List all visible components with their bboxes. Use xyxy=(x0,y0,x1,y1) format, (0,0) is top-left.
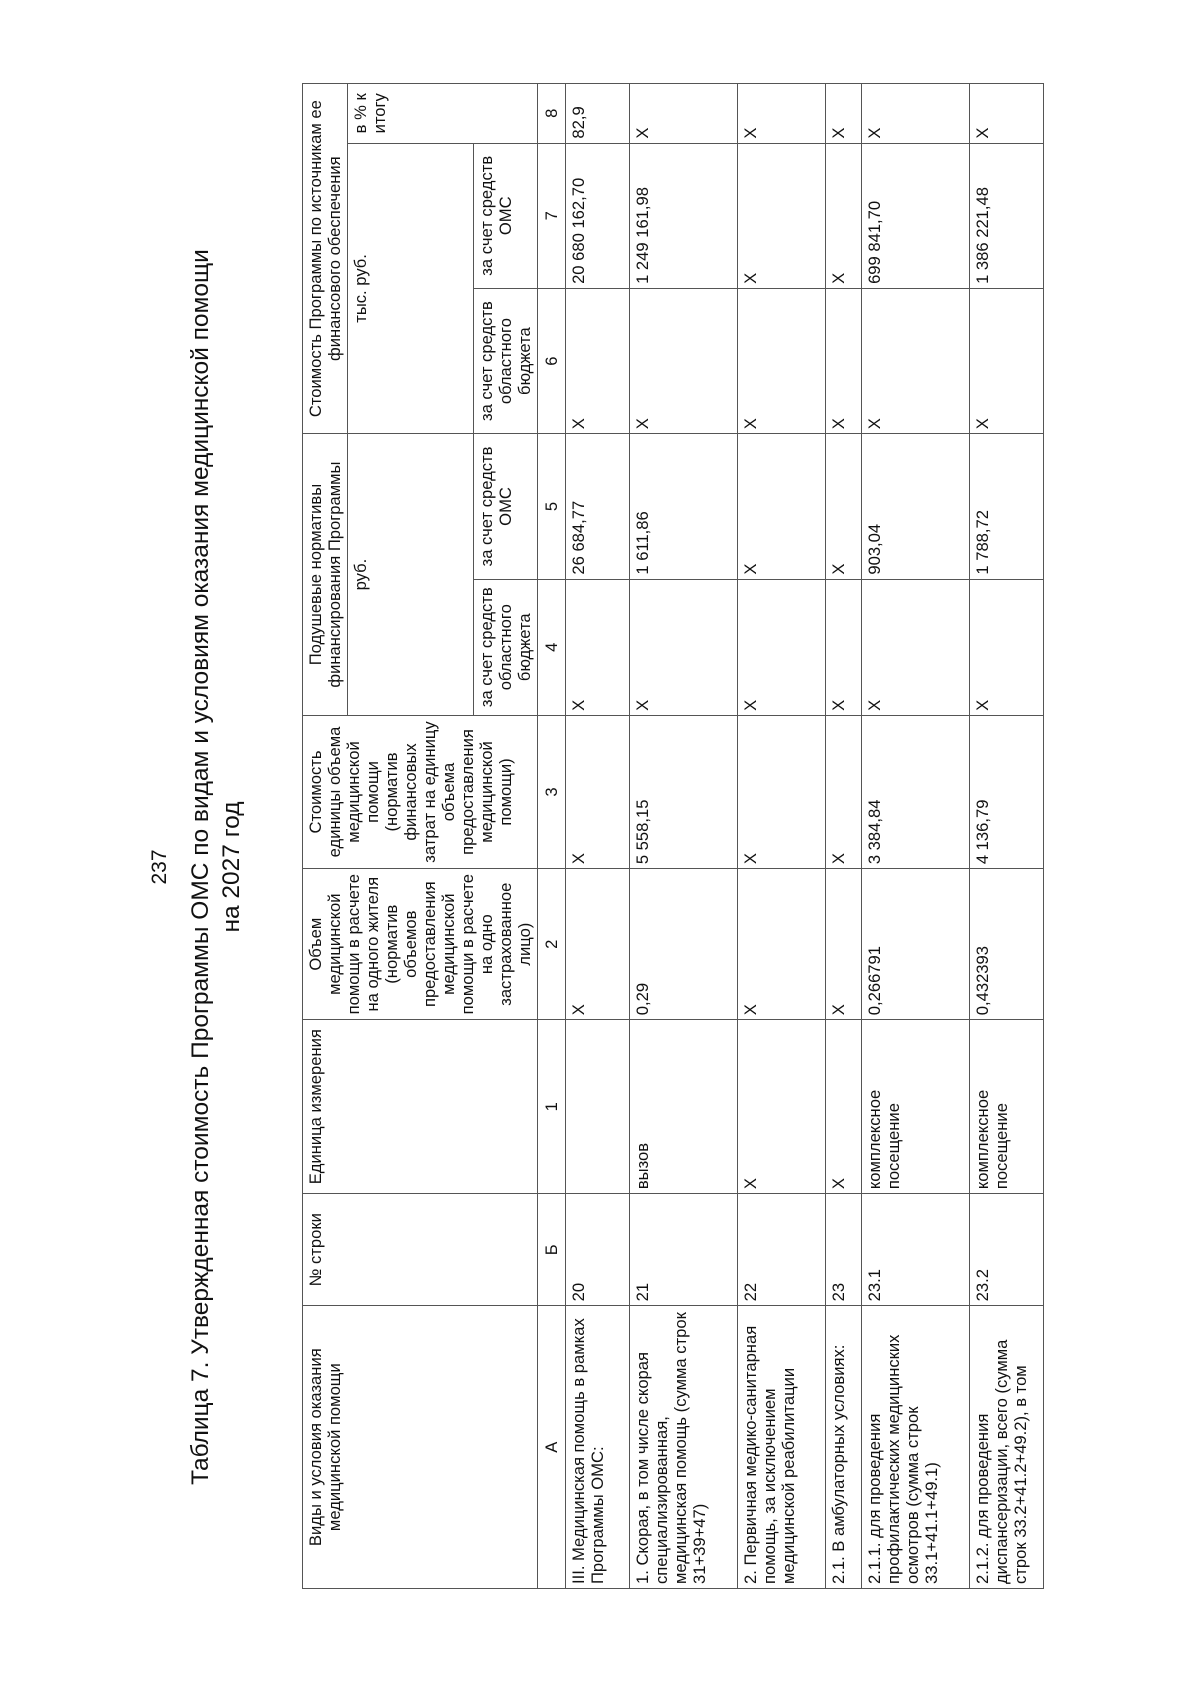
column-index: 2 xyxy=(538,869,566,1020)
header-unit: Единица измерения xyxy=(303,1020,538,1194)
header-volume: Объем медицинской помощи в расчете на одного жителя (норматив объемов предоставления медицинской помощи в расчете на одно застрахованное лицо) xyxy=(303,869,538,1020)
row-unit: комплексное посещение xyxy=(862,1020,970,1194)
row-number: 20 xyxy=(566,1194,630,1306)
row-cost-budget: X xyxy=(630,288,738,433)
row-volume: X xyxy=(826,869,862,1020)
row-volume: X xyxy=(738,869,826,1020)
header-norm-oms: за счет средств ОМС xyxy=(474,434,538,579)
table-row xyxy=(630,84,738,1589)
page-number: 237 xyxy=(148,849,171,885)
row-unit: X xyxy=(826,1020,862,1194)
program-cost-table xyxy=(302,83,1044,1589)
row-number: 22 xyxy=(738,1194,826,1306)
row-name: 2. Первичная медико-санитарная помощь, за исключением медицинской реабилитации xyxy=(738,1306,826,1589)
row-norm-budget: X xyxy=(566,579,630,715)
table-row xyxy=(566,84,630,1589)
header-kinds-of-care: Виды и условия оказания медицинской помощи xyxy=(303,1306,538,1589)
row-name: 1. Скорая, в том числе скорая специализированная, медицинская помощь (сумма строк 31+39+47) xyxy=(630,1306,738,1589)
row-number: 23 xyxy=(826,1194,862,1306)
header-per-capita-normatives: Подушевые нормативы финансирования Программы xyxy=(303,434,348,716)
header-norm-regional-budget: за счет средств областного бюджета xyxy=(474,579,538,715)
row-volume: 0,29 xyxy=(630,869,738,1020)
row-name: 2.1. В амбулаторных условиях: xyxy=(826,1306,862,1589)
row-percent: X xyxy=(738,84,826,144)
row-name: 2.1.2. для проведения диспансеризации, всего (сумма строк 33.2+41.2+49.2), в том xyxy=(970,1306,1044,1589)
row-unit-cost: 4 136,79 xyxy=(970,715,1044,868)
row-number: 23.1 xyxy=(862,1194,970,1306)
row-norm-oms: X xyxy=(826,434,862,579)
table-title-line-1: Таблица 7. Утвержденная стоимость Программы ОМС по видам и условиям оказания медицинской помощи xyxy=(187,249,214,1485)
row-norm-budget: X xyxy=(630,579,738,715)
row-volume: 0,432393 xyxy=(970,869,1044,1020)
row-cost-budget: X xyxy=(862,288,970,433)
row-norm-budget: X xyxy=(970,579,1044,715)
row-percent: X xyxy=(970,84,1044,144)
table-row xyxy=(826,84,862,1589)
table-title-line-2: на 2027 год xyxy=(218,801,245,933)
row-unit: комплексное посещение xyxy=(970,1020,1044,1194)
row-unit-cost: X xyxy=(566,715,630,868)
row-unit: X xyxy=(738,1020,826,1194)
header-unit-thousand-rub: тыс. руб. xyxy=(348,143,474,434)
row-cost-oms: 20 680 162,70 xyxy=(566,143,630,288)
table-row xyxy=(970,84,1044,1589)
row-volume: 0,266791 xyxy=(862,869,970,1020)
row-unit-cost: 5 558,15 xyxy=(630,715,738,868)
row-percent: X xyxy=(630,84,738,144)
column-index: 1 xyxy=(538,1020,566,1194)
row-percent: 82,9 xyxy=(566,84,630,144)
header-row-1 xyxy=(303,84,348,1589)
column-index: Б xyxy=(538,1194,566,1306)
row-cost-oms: 699 841,70 xyxy=(862,143,970,288)
row-name: 2.1.1. для проведения профилактических медицинских осмотров (сумма строк 33.1+41.1+49.1) xyxy=(862,1306,970,1589)
header-unit-rub: руб. xyxy=(348,434,474,716)
column-index: 5 xyxy=(538,434,566,579)
header-percent-of-total: в % к итогу xyxy=(348,84,538,144)
row-norm-oms: 1 611,86 xyxy=(630,434,738,579)
row-cost-budget: X xyxy=(738,288,826,433)
column-index-row xyxy=(538,84,566,1589)
column-index: А xyxy=(538,1306,566,1589)
header-cost-regional-budget: за счет средств областного бюджета xyxy=(474,288,538,433)
row-unit-cost: X xyxy=(826,715,862,868)
row-cost-oms: 1 386 221,48 xyxy=(970,143,1044,288)
row-unit-cost: X xyxy=(738,715,826,868)
row-norm-oms: 1 788,72 xyxy=(970,434,1044,579)
column-index: 6 xyxy=(538,288,566,433)
header-row-number: № строки xyxy=(303,1194,538,1306)
header-unit-cost: Стоимость единицы объема медицинской помощи (норматив финансовых затрат на единицу объема предоставления медицинской помощи) xyxy=(303,715,538,868)
row-cost-budget: X xyxy=(826,288,862,433)
row-number: 23.2 xyxy=(970,1194,1044,1306)
row-unit: вызов xyxy=(630,1020,738,1194)
table-row xyxy=(738,84,826,1589)
column-index: 4 xyxy=(538,579,566,715)
row-percent: X xyxy=(862,84,970,144)
row-norm-budget: X xyxy=(826,579,862,715)
row-norm-budget: X xyxy=(738,579,826,715)
row-norm-budget: X xyxy=(862,579,970,715)
row-unit-cost: 3 384,84 xyxy=(862,715,970,868)
column-index: 3 xyxy=(538,715,566,868)
row-cost-budget: X xyxy=(566,288,630,433)
column-index: 7 xyxy=(538,143,566,288)
row-cost-oms: X xyxy=(826,143,862,288)
row-cost-oms: 1 249 161,98 xyxy=(630,143,738,288)
row-cost-budget: X xyxy=(970,288,1044,433)
column-index: 8 xyxy=(538,84,566,144)
row-name: III. Медицинская помощь в рамках Программы ОМС: xyxy=(566,1306,630,1589)
header-cost-oms: за счет средств ОМС xyxy=(474,143,538,288)
row-norm-oms: 903,04 xyxy=(862,434,970,579)
table-row xyxy=(862,84,970,1589)
row-norm-oms: X xyxy=(738,434,826,579)
row-number: 21 xyxy=(630,1194,738,1306)
row-norm-oms: 26 684,77 xyxy=(566,434,630,579)
table-title xyxy=(185,187,247,1547)
row-volume: X xyxy=(566,869,630,1020)
row-unit xyxy=(566,1020,630,1194)
row-cost-oms: X xyxy=(738,143,826,288)
row-percent: X xyxy=(826,84,862,144)
header-program-cost: Стоимость Программы по источникам ее финансового обеспечения xyxy=(303,84,348,434)
